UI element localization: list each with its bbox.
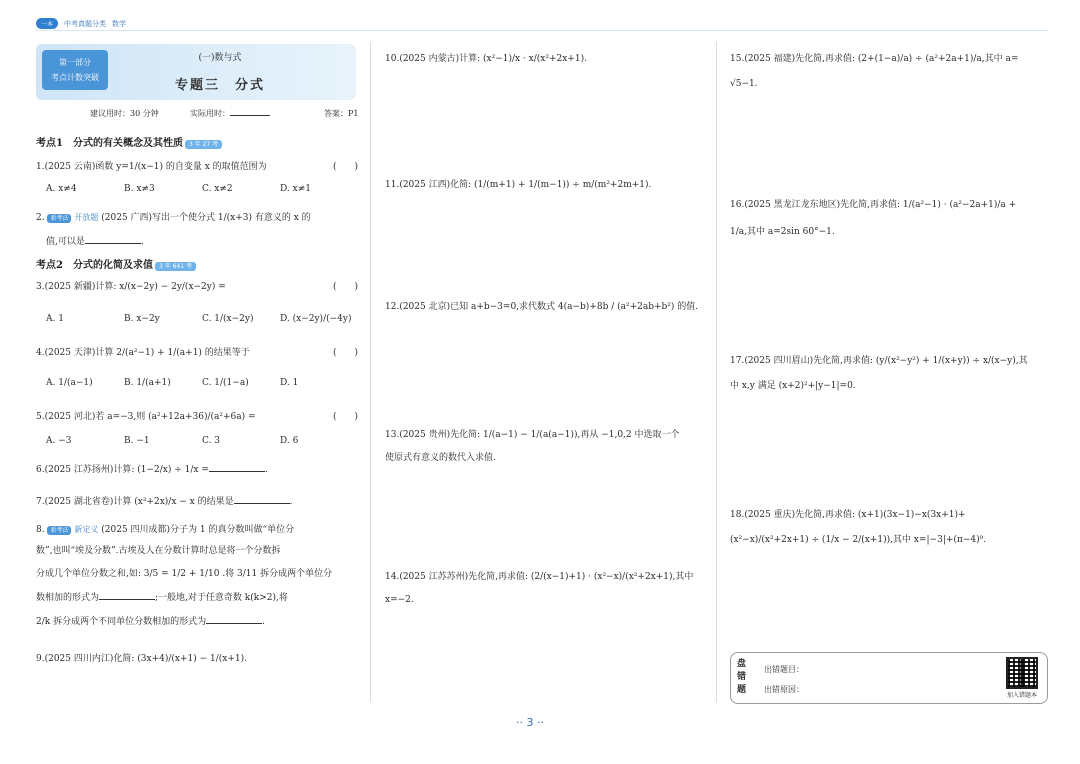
question-4-options <box>46 378 358 388</box>
column-divider-1 <box>370 42 371 702</box>
question-16 <box>730 198 1050 240</box>
question-1-text: 1.(2025 云南)函数 y=1/(x−1) 的自变量 x 的取值范围为 <box>36 162 267 172</box>
question-1-options <box>46 184 358 194</box>
option-d[interactable]: D. (x−2y)/(−4y) <box>280 314 352 324</box>
question-15-text-a: 15.(2025 福建)先化简,再求值: (2+(1−a)/a) ÷ (a²+2a+1)/a,其中 a= <box>730 54 1019 64</box>
question-7-text: 7.(2025 湖北省卷)计算 (x²+2x)/x − x 的结果是 <box>36 497 234 507</box>
question-18-text-b: (x²−x)/(x²+2x+1) ÷ (1/x − 2/(x+1)),其中 x=|−3|+(π−4)⁰. <box>730 535 987 545</box>
error-reason-field[interactable]: 出错原因： <box>764 685 804 694</box>
answer-paren[interactable]: ( ) <box>332 282 358 292</box>
option-b[interactable]: B. x−2y <box>124 314 160 324</box>
question-18 <box>730 508 1050 548</box>
question-17 <box>730 354 1050 394</box>
question-4-text: 4.(2025 天津)计算 2/(a²−1) + 1/(a+1) 的结果等于 <box>36 348 250 358</box>
question-5-options <box>46 436 358 446</box>
part-line1: 第一部分 <box>59 58 91 67</box>
question-8-text-e: ;一般地,对于任意奇数 k(k>2),将 <box>155 593 288 603</box>
question-9 <box>36 652 358 667</box>
top-rule <box>36 30 1048 31</box>
option-d[interactable]: D. 6 <box>280 436 299 446</box>
question-1 <box>36 160 358 175</box>
question-tag: 新定义 <box>74 525 99 534</box>
option-d[interactable]: D. x≠1 <box>280 184 311 194</box>
topic-title: 专题三 分式 <box>174 78 265 93</box>
question-14 <box>385 570 707 608</box>
question-8-text-a: (2025 四川成都)分子为 1 的真分数叫做“单位分 <box>101 525 295 535</box>
page-number: ·· 3 ·· <box>516 716 544 729</box>
question-5 <box>36 410 358 425</box>
question-8-text-f: 2/k 拆分成两个不同单位分数相加的形式为 <box>36 617 207 627</box>
question-6: 6.(2025 江苏扬州)计算: (1−2/x) ÷ 1/x = . <box>36 462 358 478</box>
kaodian-2 <box>36 256 196 271</box>
question-2-text: (2025 广西)写出一个使分式 1/(x+3) 有意义的 x 的 <box>101 213 311 223</box>
question-13-text-a: 13.(2025 贵州)先化简: 1/(a−1) − 1/(a(a−1)),再从 −1,0,2 中选取一个 <box>385 430 680 440</box>
part-line2: 考点计数突破 <box>51 73 99 82</box>
question-2-text-b: 值,可以是 <box>46 237 85 247</box>
option-b[interactable]: B. 1/(a+1) <box>124 378 171 388</box>
question-5-text: 5.(2025 河北)若 a=−3,则 (a²+12a+36)/(a²+6a) = <box>36 412 256 422</box>
error-review-label: 盘错题 <box>737 659 747 695</box>
question-15 <box>730 52 1050 92</box>
question-17-text-b: 中 x,y 满足 (x+2)²+|y−1|=0. <box>730 381 856 391</box>
actual-time <box>190 108 270 119</box>
question-14-text-b: x=−2. <box>385 595 414 605</box>
kaodian-1-pill: 3 年 27 考 <box>185 140 222 149</box>
error-title-field[interactable]: 出错题目： <box>764 665 804 674</box>
question-10 <box>385 52 707 67</box>
part-badge <box>42 50 108 90</box>
question-4 <box>36 346 358 361</box>
question-9-text: 9.(2025 四川内江)化简: (3x+4)/(x+1) − 1/(x+1). <box>36 654 248 664</box>
option-c[interactable]: C. x≠2 <box>202 184 233 194</box>
section-title: (一)数与式 <box>198 53 242 63</box>
question-13 <box>385 428 707 466</box>
question-8: 8. 新考法 新定义 (2025 四川成都)分子为 1 的真分数叫做“单位分 数”,也叫“埃及分数”.古埃及人在分数计算时总是将一个分数拆 分成几个单位分数之和,如: 3/5 = 1/2 + 1/10 .将 3/11 拆分成两个单位分 数相加的形式为 ;一般地,对于任意奇数 k(k>2),将 2/k 拆分成两个不同单位分数相加的形式为 . <box>36 522 358 630</box>
answer-paren[interactable]: ( ) <box>332 412 358 422</box>
question-2: 2. 新考法 开放题 (2025 广西)写出一个使分式 1/(x+3) 有意义的 x 的 <box>36 213 311 223</box>
series-tag: 一本 <box>36 18 58 29</box>
question-10-text: 10.(2025 内蒙古)计算: (x²−1)/x · x/(x²+2x+1). <box>385 54 587 64</box>
kaodian-2-pill: 3 年 641 考 <box>155 262 196 271</box>
option-c[interactable]: C. 3 <box>202 436 221 446</box>
question-16-text-a: 16.(2025 黑龙江龙东地区)先化简,再求值: 1/(a²−1) · (a²−2a+1)/a + <box>730 200 1017 210</box>
question-2-cont: 值,可以是 . <box>46 234 144 250</box>
qr-code[interactable] <box>1006 657 1038 689</box>
top-bar <box>36 18 126 29</box>
answer-blank[interactable] <box>206 614 262 624</box>
answer-ref: 答案：P1 <box>324 109 359 118</box>
column-divider-2 <box>716 42 717 702</box>
option-a[interactable]: A. x≠4 <box>46 184 77 194</box>
option-a[interactable]: A. −3 <box>46 436 72 446</box>
question-11-text: 11.(2025 江西)化简: (1/(m+1) + 1/(m−1)) ÷ m/(m²+2m+1). <box>385 180 652 190</box>
question-15-text-b: √5−1. <box>730 79 758 89</box>
answer-blank[interactable] <box>234 494 290 504</box>
subject-label: 数学 <box>112 19 127 28</box>
answer-paren[interactable]: ( ) <box>332 348 358 358</box>
question-7: 7.(2025 湖北省卷)计算 (x²+2x)/x − x 的结果是 . <box>36 494 358 510</box>
option-d[interactable]: D. 1 <box>280 378 299 388</box>
question-6-text: 6.(2025 江苏扬州)计算: (1−2/x) ÷ 1/x = <box>36 465 209 475</box>
series-title: 中考真题分类 <box>64 19 107 28</box>
question-18-text-a: 18.(2025 重庆)先化简,再求值: (x+1)(3x−1)−x(3x+1)+ <box>730 510 966 520</box>
new-method-badge: 新考法 <box>47 214 71 223</box>
qr-label: 加入错题本 <box>1006 692 1037 699</box>
question-16-text-b: 1/a,其中 a=2sin 60°−1. <box>730 227 835 237</box>
answer-paren[interactable]: ( ) <box>332 162 358 172</box>
answer-blank[interactable] <box>85 234 141 244</box>
question-8-text-c: 分成几个单位分数之和,如: 3/5 = 1/2 + 1/10 .将 3/11 拆分成两个单位分 <box>36 569 333 579</box>
actual-time-label: 实际用时： <box>190 109 230 118</box>
new-method-badge: 新考法 <box>47 526 71 535</box>
question-8-text-b: 数”,也叫“埃及分数”.古埃及人在分数计算时总是将一个分数拆 <box>36 546 281 556</box>
option-c[interactable]: C. 1/(1−a) <box>202 378 249 388</box>
question-3-text: 3.(2025 新疆)计算: x/(x−2y) − 2y/(x−2y) = <box>36 282 226 292</box>
question-3-options <box>46 314 358 324</box>
question-12 <box>385 300 707 315</box>
question-13-text-b: 使原式有意义的数代入求值. <box>385 453 496 463</box>
question-tag: 开放题 <box>74 213 99 222</box>
kaodian-1-title: 考点1 分式的有关概念及其性质 <box>36 138 183 149</box>
option-b[interactable]: B. −1 <box>124 436 150 446</box>
question-3 <box>36 280 358 295</box>
option-a[interactable]: A. 1 <box>46 314 64 324</box>
option-b[interactable]: B. x≠3 <box>124 184 155 194</box>
question-8-text-d: 数相加的形式为 <box>36 593 100 603</box>
question-12-text: 12.(2025 北京)已知 a+b−3=0,求代数式 4(a−b)+8b / (a²+2ab+b²) 的值. <box>385 302 699 312</box>
kaodian-1 <box>36 134 222 149</box>
option-c[interactable]: C. 1/(x−2y) <box>202 314 254 324</box>
answer-blank[interactable] <box>209 462 265 472</box>
question-17-text-a: 17.(2025 四川眉山)先化简,再求值: (y/(x²−y²) + 1/(x+y)) ÷ x/(x−y),其 <box>730 356 1028 366</box>
question-11 <box>385 178 707 193</box>
actual-time-blank[interactable] <box>230 108 270 116</box>
option-a[interactable]: A. 1/(a−1) <box>46 378 93 388</box>
suggest-time: 建议用时：30 分钟 <box>90 109 159 118</box>
question-14-text-a: 14.(2025 江苏苏州)先化简,再求值: (2/(x−1)+1) · (x²−x)/(x²+2x+1),其中 <box>385 572 694 582</box>
answer-blank[interactable] <box>99 590 155 600</box>
kaodian-2-title: 考点2 分式的化简及求值 <box>36 260 153 271</box>
